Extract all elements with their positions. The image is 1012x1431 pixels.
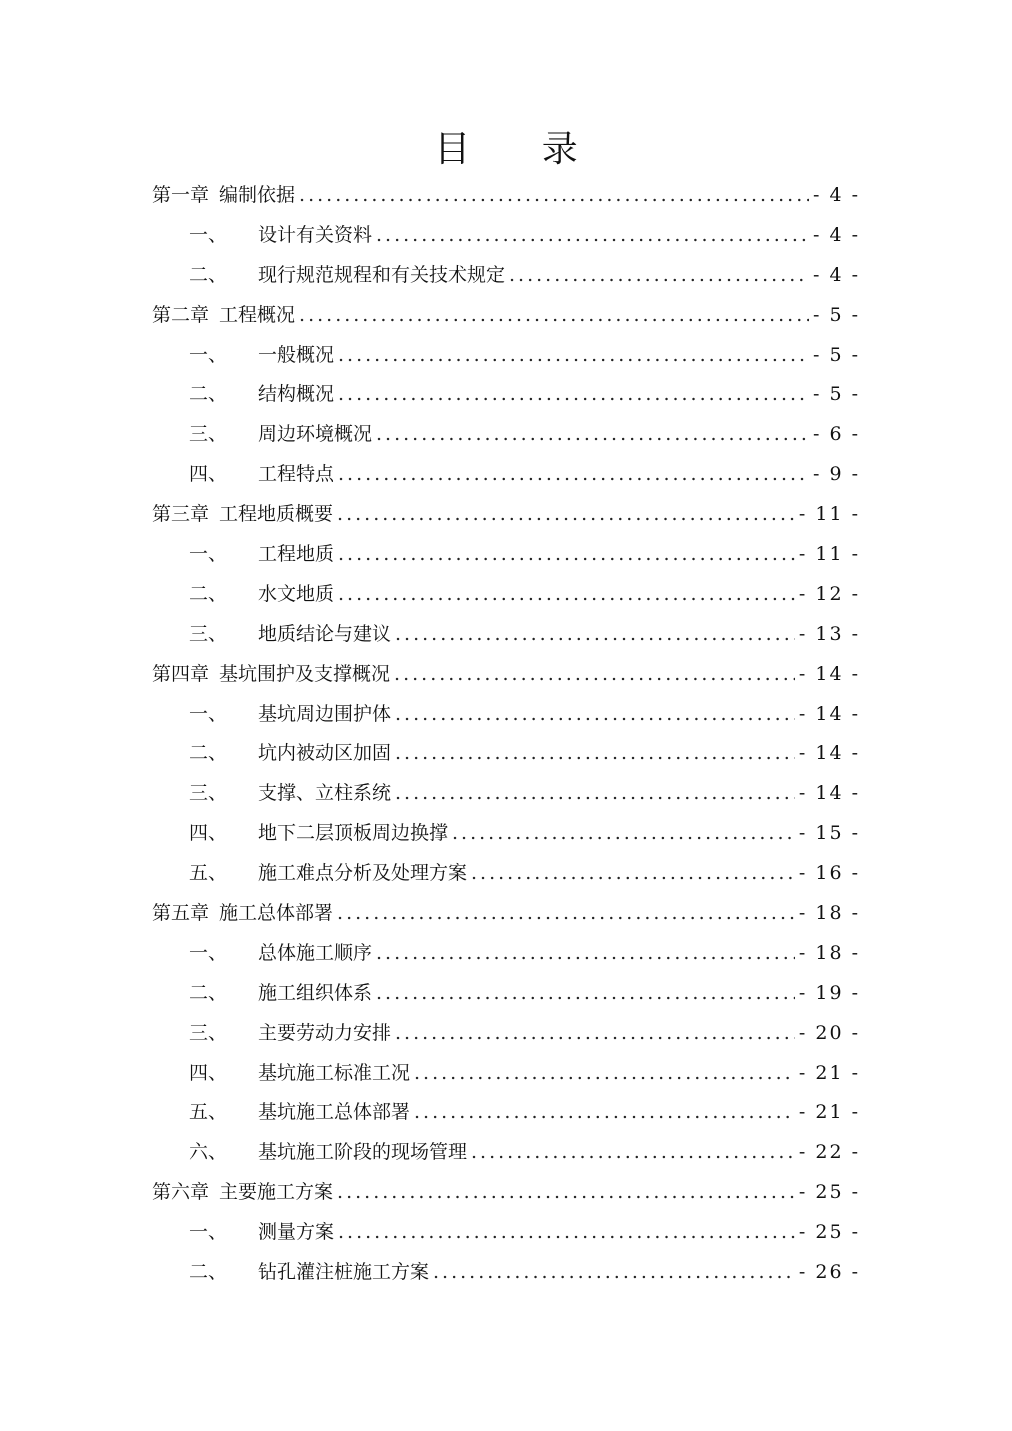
dot-leader [395, 1014, 795, 1054]
toc-section-entry[interactable] [152, 1253, 860, 1293]
page-number: - 20 - [798, 1021, 860, 1044]
toc-section-entry[interactable] [152, 1213, 860, 1253]
entry-title: 基坑施工标准工况 [258, 1061, 411, 1084]
chapter-number: 第六章 [152, 1181, 210, 1204]
toc-chapter-entry[interactable] [152, 894, 860, 934]
section-number: 四、 [189, 822, 228, 845]
section-number: 二、 [189, 981, 228, 1004]
toc-section-entry[interactable] [152, 575, 860, 615]
dot-leader [471, 1133, 795, 1173]
section-number: 四、 [189, 1061, 228, 1084]
toc-chapter-entry[interactable] [152, 1173, 860, 1213]
dot-leader [395, 695, 795, 735]
toc-section-entry[interactable] [152, 256, 860, 296]
entry-title: 施工总体部署 [219, 902, 334, 925]
toc-section-entry[interactable] [152, 974, 860, 1014]
section-number: 五、 [189, 1101, 228, 1124]
toc-section-entry[interactable] [152, 734, 860, 774]
toc-section-entry[interactable] [152, 455, 860, 495]
entry-title: 工程特点 [258, 463, 335, 486]
toc-section-entry[interactable] [152, 1093, 860, 1133]
dot-leader [452, 814, 795, 854]
page-number: - 11 - [798, 543, 860, 566]
dot-leader [433, 1253, 795, 1293]
dot-leader [376, 934, 795, 974]
entry-title: 工程地质概要 [219, 503, 334, 526]
toc-section-entry[interactable] [152, 1133, 860, 1173]
dot-leader [337, 1173, 795, 1213]
page-number: - 14 - [798, 742, 860, 765]
entry-title: 水文地质 [258, 582, 335, 605]
entry-title: 工程概况 [219, 303, 296, 326]
page-number: - 14 - [798, 662, 860, 685]
page-number: - 25 - [798, 1181, 860, 1204]
dot-leader [299, 296, 809, 336]
page-number: - 12 - [798, 582, 860, 605]
dot-leader [338, 535, 795, 575]
dot-leader [414, 1054, 795, 1094]
page-number: - 4 - [812, 223, 860, 246]
entry-title: 基坑施工总体部署 [258, 1101, 411, 1124]
section-number: 一、 [189, 343, 228, 366]
section-number: 二、 [189, 742, 228, 765]
toc-section-entry[interactable] [152, 934, 860, 974]
page-number: - 19 - [798, 981, 860, 1004]
section-number: 一、 [189, 1221, 228, 1244]
section-number: 二、 [189, 263, 228, 286]
section-number: 三、 [189, 423, 228, 446]
table-of-contents [152, 176, 860, 1293]
dot-leader [395, 774, 795, 814]
toc-section-entry[interactable] [152, 216, 860, 256]
toc-section-entry[interactable] [152, 615, 860, 655]
toc-chapter-entry[interactable] [152, 296, 860, 336]
entry-title: 结构概况 [258, 383, 335, 406]
section-number: 三、 [189, 1021, 228, 1044]
page-number: - 13 - [798, 622, 860, 645]
entry-title: 测量方案 [258, 1221, 335, 1244]
dot-leader [395, 734, 795, 774]
chapter-number: 第五章 [152, 902, 210, 925]
section-number: 五、 [189, 862, 228, 885]
page-number: - 9 - [812, 463, 860, 486]
toc-section-entry[interactable] [152, 415, 860, 455]
section-number: 六、 [189, 1141, 228, 1164]
chapter-number: 第一章 [152, 184, 210, 206]
section-number: 三、 [189, 622, 228, 645]
toc-section-entry[interactable] [152, 695, 860, 735]
entry-title: 编制依据 [219, 184, 296, 206]
dot-leader [509, 256, 809, 296]
section-number: 二、 [189, 1261, 228, 1284]
page-number: - 5 - [812, 303, 860, 326]
entry-title: 基坑周边围护体 [258, 702, 392, 725]
section-number: 二、 [189, 582, 228, 605]
section-number: 四、 [189, 463, 228, 486]
page-number: - 22 - [798, 1141, 860, 1164]
entry-title: 工程地质 [258, 543, 335, 566]
toc-chapter-entry[interactable] [152, 495, 860, 535]
page-number: - 5 - [812, 383, 860, 406]
page-number: - 14 - [798, 782, 860, 805]
page-number: - 4 - [812, 184, 860, 206]
entry-title: 施工难点分析及处理方案 [258, 862, 468, 885]
dot-leader [299, 176, 809, 216]
entry-title: 基坑施工阶段的现场管理 [258, 1141, 468, 1164]
section-number: 一、 [189, 941, 228, 964]
entry-title: 基坑围护及支撑概况 [219, 662, 391, 685]
entry-title: 施工组织体系 [258, 981, 373, 1004]
toc-title: 目 录 [434, 129, 608, 170]
entry-title: 主要施工方案 [219, 1181, 334, 1204]
page-number: - 25 - [798, 1221, 860, 1244]
page-number: - 26 - [798, 1261, 860, 1284]
entry-title: 现行规范规程和有关技术规定 [258, 263, 506, 286]
toc-chapter-entry[interactable] [152, 655, 860, 695]
section-number: 二、 [189, 383, 228, 406]
toc-section-entry[interactable] [152, 774, 860, 814]
section-number: 一、 [189, 223, 228, 246]
chapter-number: 第二章 [152, 303, 210, 326]
entry-title: 总体施工顺序 [258, 941, 373, 964]
entry-title: 周边环境概况 [258, 423, 373, 446]
page-number: - 21 - [798, 1061, 860, 1084]
section-number: 三、 [189, 782, 228, 805]
dot-leader [338, 1213, 795, 1253]
toc-section-entry[interactable] [152, 375, 860, 415]
toc-section-entry[interactable] [152, 1014, 860, 1054]
page-number: - 6 - [812, 423, 860, 446]
dot-leader [338, 455, 809, 495]
dot-leader [337, 894, 795, 934]
dot-leader [414, 1093, 795, 1133]
chapter-number: 第三章 [152, 503, 210, 526]
entry-title: 支撑、立柱系统 [258, 782, 392, 805]
dot-leader [395, 615, 795, 655]
entry-title: 坑内被动区加固 [258, 742, 392, 765]
dot-leader [337, 495, 795, 535]
entry-title: 地质结论与建议 [258, 622, 392, 645]
entry-title: 一般概况 [258, 343, 335, 366]
dot-leader [376, 216, 809, 256]
dot-leader [471, 854, 795, 894]
chapter-number: 第四章 [152, 662, 210, 685]
toc-section-entry[interactable] [152, 814, 860, 854]
page-number: - 18 - [798, 902, 860, 925]
entry-title: 地下二层顶板周边换撑 [258, 822, 449, 845]
dot-leader [394, 655, 795, 695]
entry-title: 钻孔灌注桩施工方案 [258, 1261, 430, 1284]
page-number: - 4 - [812, 263, 860, 286]
entry-title: 主要劳动力安排 [258, 1021, 392, 1044]
toc-section-entry[interactable] [152, 1054, 860, 1094]
page-number: - 11 - [798, 503, 860, 526]
dot-leader [376, 974, 795, 1014]
entry-title: 设计有关资料 [258, 223, 373, 246]
dot-leader [376, 415, 809, 455]
page-number: - 15 - [798, 822, 860, 845]
dot-leader [338, 575, 795, 615]
page-number: - 21 - [798, 1101, 860, 1124]
dot-leader [338, 375, 809, 415]
page-number: - 5 - [812, 343, 860, 366]
section-number: 一、 [189, 543, 228, 566]
page-number: - 16 - [798, 862, 860, 885]
page-number: - 14 - [798, 702, 860, 725]
dot-leader [338, 336, 809, 376]
section-number: 一、 [189, 702, 228, 725]
toc-section-entry[interactable] [152, 854, 860, 894]
toc-section-entry[interactable] [152, 535, 860, 575]
toc-chapter-entry[interactable] [152, 176, 860, 216]
page-number: - 18 - [798, 941, 860, 964]
toc-section-entry[interactable] [152, 336, 860, 376]
